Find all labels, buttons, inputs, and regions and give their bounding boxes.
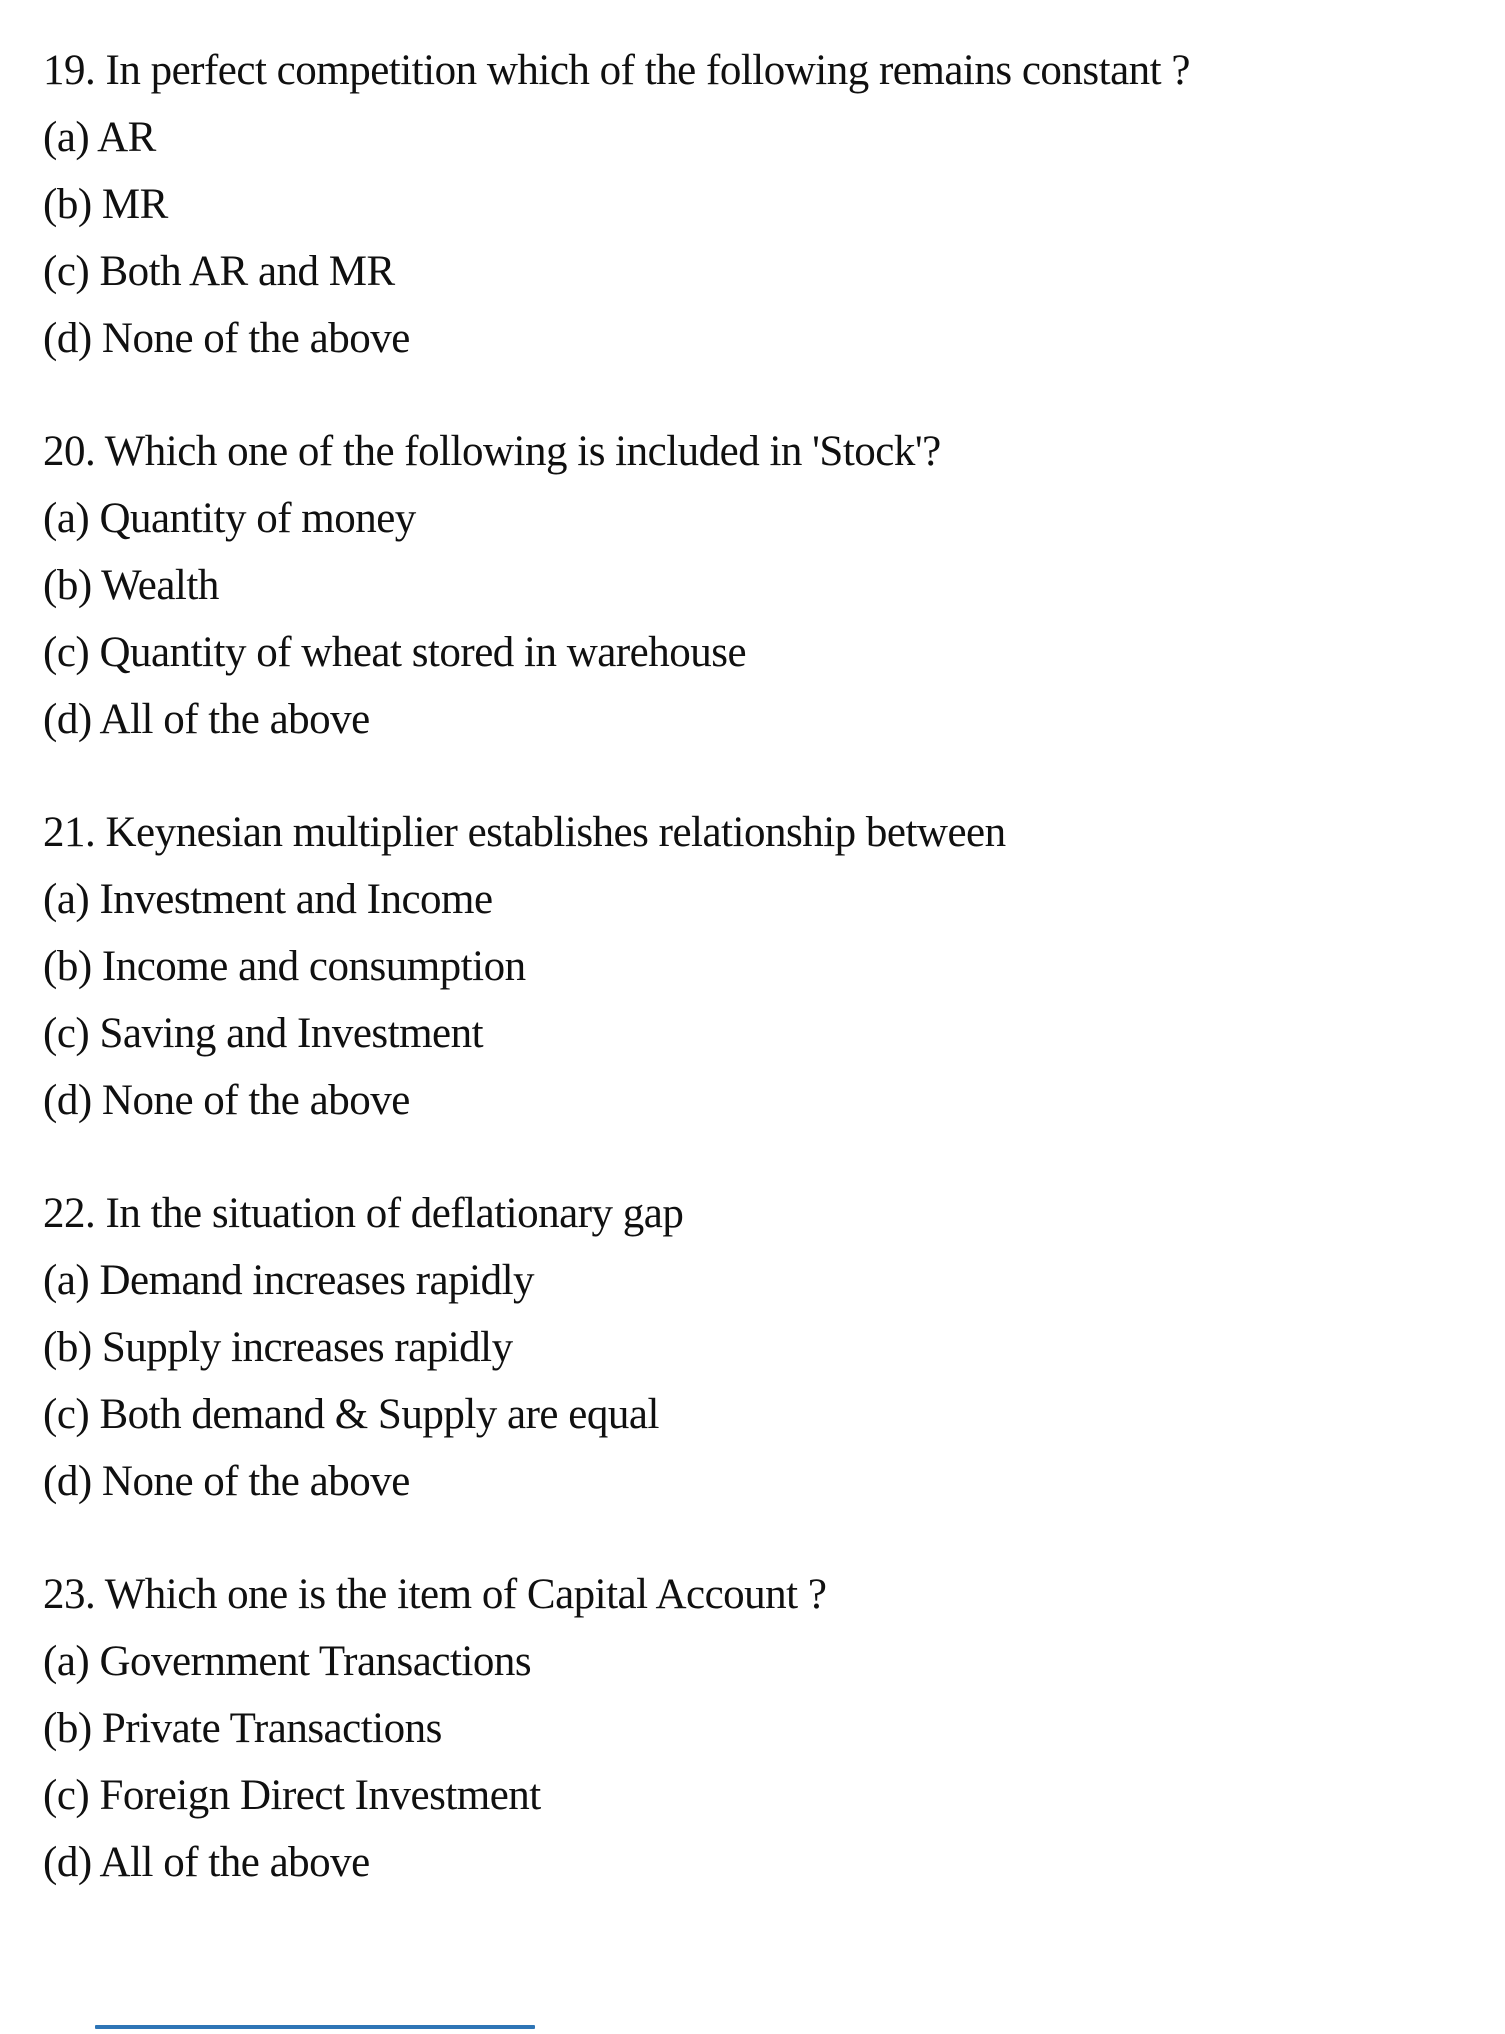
option-line-c: (c) Saving and Investment: [43, 1010, 484, 1057]
question-block-23: [43, 1570, 1475, 1888]
option-line-b: (b) Wealth: [43, 562, 219, 609]
option-line-c: (c) Both AR and MR: [43, 248, 395, 295]
option-line-a: (a) AR: [43, 114, 156, 161]
option-line-a: (a) Quantity of money: [43, 495, 416, 542]
option-line-d: (d) None of the above: [43, 315, 410, 362]
option-line-d: (d) None of the above: [43, 1458, 410, 1505]
option-line-b: (b) MR: [43, 181, 168, 228]
option-line-d: (d) None of the above: [43, 1077, 410, 1124]
question-text: 23. Which one is the item of Capital Account ?: [43, 1571, 827, 1618]
option-line-a: (a) Government Transactions: [43, 1638, 532, 1685]
option-line-b: (b) Income and consumption: [43, 943, 526, 990]
question-block-22: [43, 1189, 1475, 1507]
option-line-c: (c) Quantity of wheat stored in warehouse: [43, 629, 747, 676]
option-line-c: (c) Foreign Direct Investment: [43, 1772, 541, 1819]
question-text: 22. In the situation of deflationary gap: [43, 1190, 684, 1237]
question-text: 21. Keynesian multiplier establishes relationship between: [43, 809, 1006, 856]
option-line-a: (a) Investment and Income: [43, 876, 493, 923]
option-line-b: (b) Supply increases rapidly: [43, 1324, 513, 1371]
question-block-20: [43, 427, 1475, 745]
question-block-19: [43, 46, 1475, 364]
option-line-d: (d) All of the above: [43, 696, 370, 743]
bottom-blue-rule: [95, 2025, 535, 2029]
option-line-b: (b) Private Transactions: [43, 1705, 442, 1752]
question-text: 20. Which one of the following is included in 'Stock'?: [43, 428, 941, 475]
option-line-c: (c) Both demand & Supply are equal: [43, 1391, 659, 1438]
question-text: 19. In perfect competition which of the following remains constant ?: [43, 47, 1190, 94]
question-block-21: [43, 808, 1475, 1126]
option-line-a: (a) Demand increases rapidly: [43, 1257, 535, 1304]
option-line-d: (d) All of the above: [43, 1839, 370, 1886]
